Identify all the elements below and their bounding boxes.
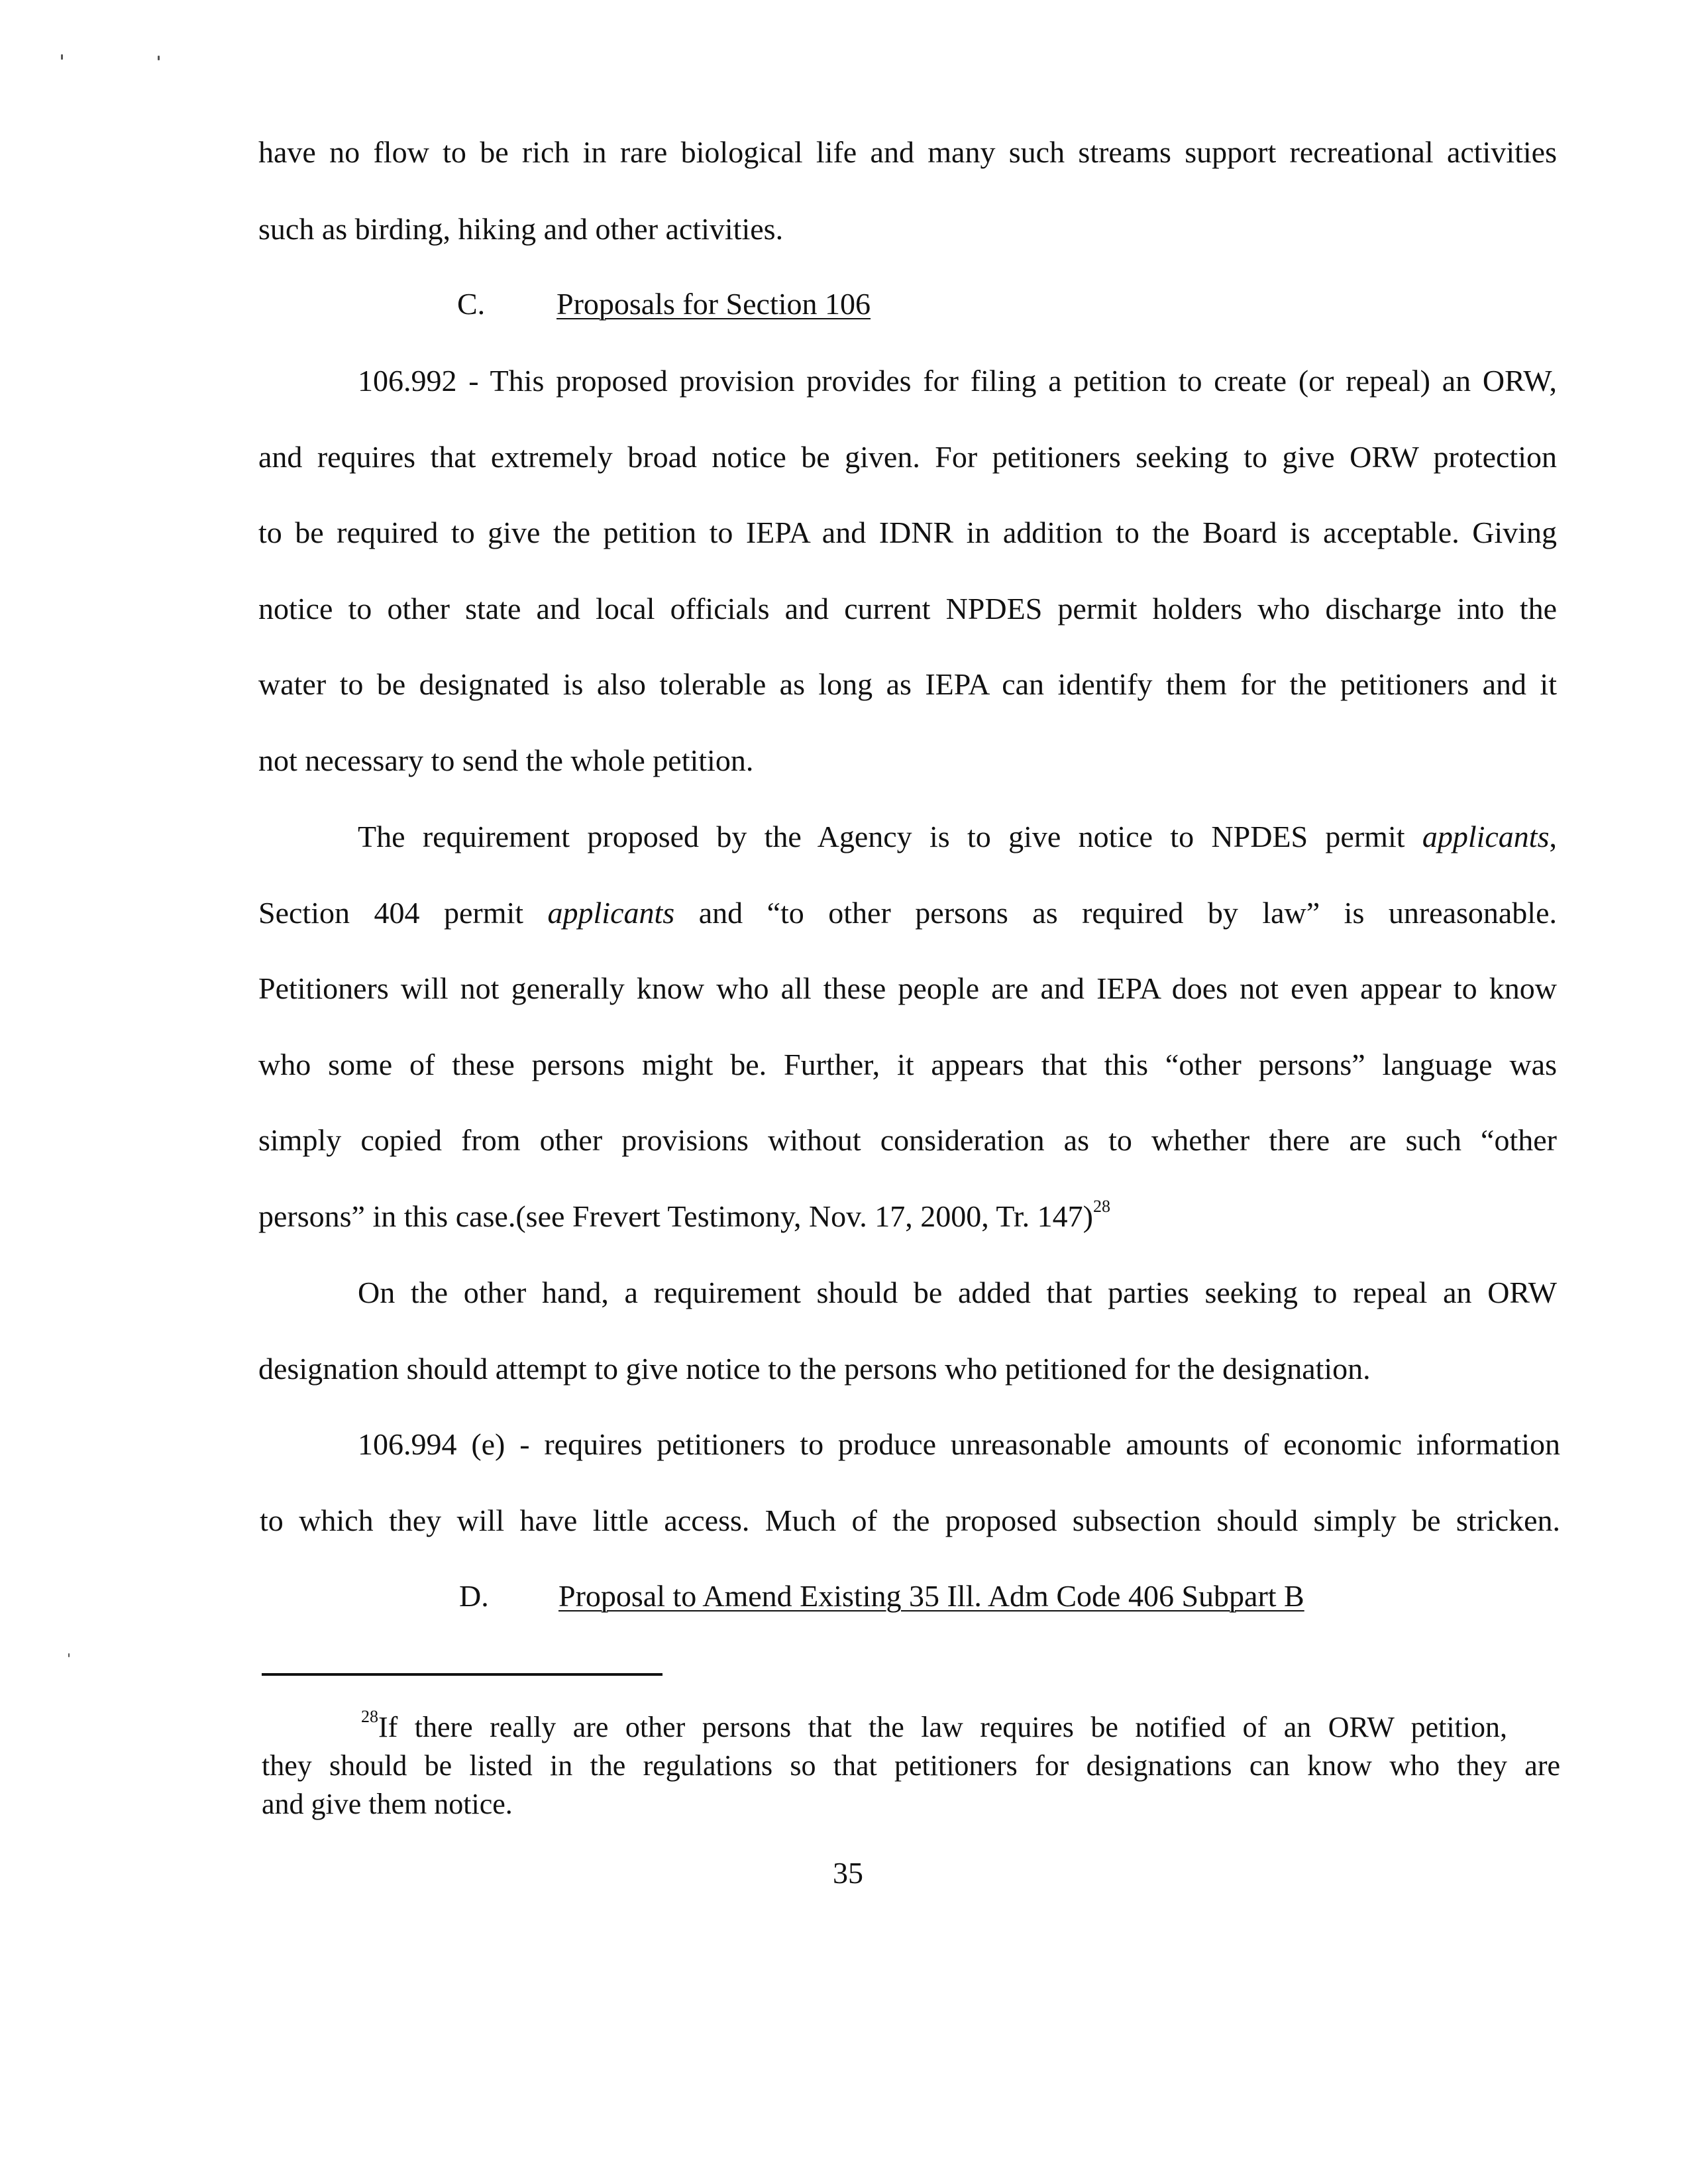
agency-line-2-emphasis: applicants bbox=[547, 896, 675, 930]
agency-line-5: simply copied from other provisions without consideration as to whether there are such “other bbox=[258, 1123, 1557, 1157]
footnote-line-3: and give them notice. bbox=[262, 1788, 513, 1820]
agency-line-6 bbox=[258, 1198, 1557, 1235]
page-number: 35 bbox=[833, 1856, 863, 1890]
agency-line-1-emphasis: applicants bbox=[1422, 820, 1550, 853]
p106992-line-1: 106.992 - This proposed provision provides for filing a petition to create (or repeal) an ORW, bbox=[358, 364, 1557, 398]
p106992-line-2: and requires that extremely broad notice be given. For petitioners seeking to give ORW protection bbox=[258, 440, 1557, 474]
p106994-line-2: to which they will have little access. Much of the proposed subsection should simply be stricken. bbox=[260, 1503, 1560, 1537]
agency-line-2-text: Section 404 permit bbox=[258, 896, 548, 930]
agency-line-1-text: The requirement proposed by the Agency is to give notice to NPDES permit bbox=[358, 820, 1422, 853]
scan-speck bbox=[61, 54, 63, 60]
footnote-line-1-text: If there really are other persons that the law requires be notified of an ORW petition, bbox=[378, 1711, 1507, 1743]
intro-line-2: such as birding, hiking and other activities. bbox=[258, 212, 784, 246]
scan-speck bbox=[68, 1653, 70, 1657]
footnote-line-1 bbox=[361, 1707, 1507, 1745]
agency-line-3: Petitioners will not generally know who all these people are and IEPA does not even appear to know bbox=[258, 971, 1557, 1005]
scan-speck bbox=[158, 56, 160, 60]
footnote-line-2: they should be listed in the regulations so that petitioners for designations can know who they are bbox=[262, 1749, 1560, 1782]
section-c-title: Proposals for Section 106 bbox=[556, 287, 871, 321]
repeal-line-1: On the other hand, a requirement should be added that parties seeking to repeal an ORW bbox=[358, 1276, 1557, 1309]
footnote-separator bbox=[262, 1673, 662, 1676]
p106994-line-1: 106.994 (e) - requires petitioners to produce unreasonable amounts of economic information bbox=[358, 1427, 1560, 1461]
agency-line-1-end: , bbox=[1549, 820, 1557, 853]
p106992-line-6: not necessary to send the whole petition. bbox=[258, 743, 754, 777]
agency-line-2 bbox=[258, 895, 1557, 932]
p106992-line-4: notice to other state and local officials and current NPDES permit holders who discharge into the bbox=[258, 592, 1557, 626]
repeal-line-2: designation should attempt to give notice to the persons who petitioned for the designation. bbox=[258, 1352, 1371, 1386]
agency-line-6-text: persons” in this case.(see Frevert Testimony, Nov. 17, 2000, Tr. 147) bbox=[258, 1199, 1093, 1233]
section-c-letter: C. bbox=[457, 287, 486, 321]
intro-line-1: have no flow to be rich in rare biological life and many such streams support recreational activities bbox=[258, 135, 1557, 169]
section-d-letter: D. bbox=[459, 1579, 489, 1613]
p106992-line-5: water to be designated is also tolerable as long as IEPA can identify them for the petitioners and it bbox=[258, 667, 1557, 701]
p106992-line-3: to be required to give the petition to IEPA and IDNR in addition to the Board is acceptable. Giving bbox=[258, 516, 1557, 549]
footnote-reference: 28 bbox=[1092, 1196, 1110, 1216]
agency-line-2-end: and “to other persons as required by law” is unreasonable. bbox=[674, 896, 1558, 930]
section-d-heading bbox=[459, 1578, 1304, 1615]
section-c-heading bbox=[457, 286, 871, 323]
footnote-number: 28 bbox=[361, 1707, 378, 1727]
agency-line-1 bbox=[358, 818, 1557, 855]
agency-line-4: who some of these persons might be. Further, it appears that this “other persons” language was bbox=[258, 1048, 1557, 1081]
section-d-title: Proposal to Amend Existing 35 Ill. Adm Code 406 Subpart B bbox=[558, 1579, 1304, 1613]
